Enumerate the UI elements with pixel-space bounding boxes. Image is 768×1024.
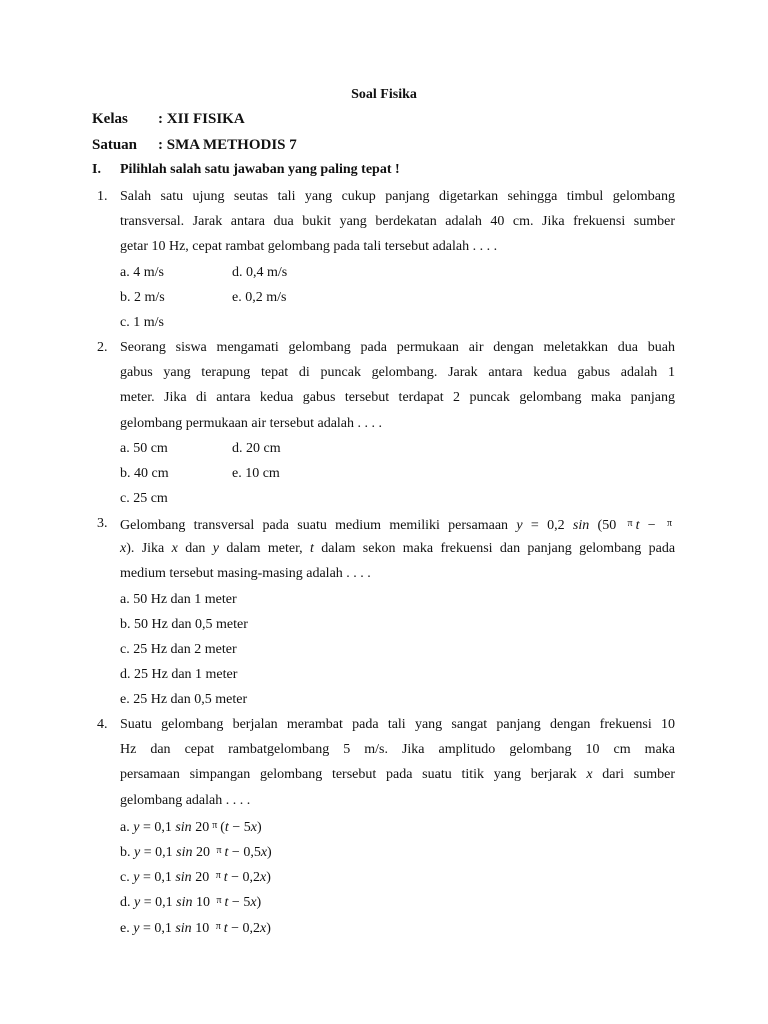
question-text: transversal. Jarak antara dua bukit yang berdekatan adalah 40 cm. Jika frekuensi sumber <box>120 214 675 230</box>
math-part: (50 <box>597 518 617 533</box>
math-sin: sin <box>175 819 192 835</box>
math-y: y <box>134 844 141 860</box>
question-line <box>97 712 675 737</box>
question-text <box>120 511 675 538</box>
math-t: t <box>310 541 314 557</box>
math-y: y <box>133 870 140 886</box>
math-coef: 20 <box>195 870 210 886</box>
answer-options <box>120 436 675 512</box>
option-a[interactable]: a. 50 Hz dan 1 meter <box>120 591 237 607</box>
pi-symbol: π <box>627 518 633 529</box>
option-a[interactable]: a. 4 m/s <box>120 264 164 280</box>
question-text-part: dari sumber <box>602 767 676 783</box>
math-part: ( <box>220 819 225 835</box>
math-x: x <box>250 895 257 911</box>
math-minus: − <box>647 518 656 533</box>
math-t: t <box>224 895 229 911</box>
math-sin: sin <box>176 844 193 860</box>
question-number: 2. <box>97 340 108 355</box>
question-text: gelombang permukaan air tersebut adalah . . . . <box>120 415 383 431</box>
pi-symbol: π <box>216 895 222 907</box>
answer-options <box>120 813 675 939</box>
option-d[interactable] <box>120 888 675 913</box>
section-instruction: Pilihlah salah satu jawaban yang paling tepat ! <box>120 162 400 177</box>
question-number: 4. <box>97 717 108 732</box>
question-line <box>97 737 675 762</box>
question-text: meter. Jika di antara kedua gabus tersebut terdapat 2 puncak gelombang maka panjang <box>120 390 675 406</box>
math-y: y <box>212 541 219 557</box>
satuan-value: : SMA METHODIS 7 <box>158 137 297 153</box>
section-number: I. <box>92 162 101 177</box>
math-y: y <box>133 819 140 835</box>
question-number: 3. <box>97 516 108 531</box>
question-3 <box>97 511 675 713</box>
math-x: x <box>260 844 268 860</box>
question-line <box>97 411 675 436</box>
question-text-part: persamaan simpangan gelombang tersebut pada suatu titik yang berjarak <box>120 767 577 783</box>
question-text <box>120 762 675 787</box>
option-b[interactable]: b. 40 cm <box>120 465 169 481</box>
math-x: x <box>586 767 593 783</box>
math-sin: sin <box>176 895 193 911</box>
math-part: − 5 <box>232 819 251 835</box>
option-e[interactable]: e. 10 cm <box>232 465 280 481</box>
kelas-label: Kelas <box>92 111 128 127</box>
option-b[interactable] <box>120 838 675 863</box>
question-line <box>97 335 675 360</box>
option-c[interactable]: c. 25 Hz dan 2 meter <box>120 641 237 657</box>
math-t: t <box>224 819 229 835</box>
question-text-part: ). Jika <box>126 541 165 557</box>
option-letter: a. <box>120 819 130 835</box>
math-coef: 10 <box>195 920 210 936</box>
question-2 <box>97 335 675 511</box>
pi-symbol: π <box>667 518 673 529</box>
question-line <box>97 561 675 586</box>
math-coef: 20 <box>195 819 210 835</box>
pi-symbol: π <box>215 920 221 932</box>
pi-symbol: π <box>212 819 218 831</box>
math-coef: 10 <box>195 895 210 911</box>
option-e[interactable]: e. 25 Hz dan 0,5 meter <box>120 692 248 708</box>
math-part: − 5 <box>231 895 251 911</box>
math-sin: sin <box>175 920 192 936</box>
question-text: medium tersebut masing-masing adalah . . . . <box>120 566 371 582</box>
math-part: = 0,1 <box>142 920 172 936</box>
question-line <box>97 385 675 410</box>
pi-symbol: π <box>216 844 222 856</box>
math-part: − 0,2 <box>231 870 261 886</box>
math-t: t <box>224 844 229 860</box>
question-text: getar 10 Hz, cepat rambat gelombang pada tali tersebut adalah . . . . <box>120 239 498 255</box>
option-d[interactable]: d. 20 cm <box>232 440 281 456</box>
option-b[interactable]: b. 2 m/s <box>120 289 165 305</box>
math-x: x <box>120 541 127 557</box>
option-d[interactable]: d. 0,4 m/s <box>232 264 288 280</box>
section-heading <box>92 162 400 178</box>
math-part: ) <box>266 870 271 886</box>
answer-options <box>120 260 675 336</box>
question-4 <box>97 712 675 939</box>
question-line <box>97 360 675 385</box>
question-line <box>97 511 675 536</box>
option-c[interactable]: c. 25 cm <box>120 491 168 507</box>
math-part: = 0,2 <box>530 518 565 533</box>
option-letter: e. <box>120 920 130 936</box>
math-coef: 20 <box>195 844 210 860</box>
math-part: = 0,1 <box>142 819 172 835</box>
page-title: Soal Fisika <box>351 87 417 102</box>
question-line <box>97 209 675 234</box>
option-b[interactable]: b. 50 Hz dan 0,5 meter <box>120 616 248 632</box>
math-t: t <box>635 518 640 533</box>
math-part: = 0,1 <box>143 844 173 860</box>
question-text-part: dalam meter, <box>226 541 303 557</box>
meta-satuan <box>92 137 297 154</box>
math-y: y <box>516 518 523 533</box>
math-sin: sin <box>572 518 590 533</box>
math-x: x <box>171 541 178 557</box>
math-part: − 0,5 <box>231 844 261 860</box>
option-e[interactable] <box>120 914 675 939</box>
satuan-label: Satuan <box>92 137 138 153</box>
math-part: = 0,1 <box>143 895 173 911</box>
math-x: x <box>250 819 257 835</box>
option-e[interactable]: e. 0,2 m/s <box>232 289 287 305</box>
option-letter: c. <box>120 870 130 886</box>
option-letter: b. <box>120 844 131 860</box>
pi-symbol: π <box>215 870 221 882</box>
math-part: − 0,2 <box>231 920 261 936</box>
question-number: 1. <box>97 189 108 204</box>
math-sin: sin <box>175 870 192 886</box>
question-line <box>97 184 675 209</box>
math-part: ) <box>267 844 272 860</box>
option-c[interactable]: c. 1 m/s <box>120 314 164 330</box>
math-y: y <box>134 895 141 911</box>
option-a[interactable]: a. 50 cm <box>120 440 168 456</box>
question-text: gabus yang terapung tepat di puncak gelombang. Jarak antara kedua gabus adalah 1 <box>120 365 675 381</box>
question-text: gelombang adalah . . . . <box>120 792 251 808</box>
question-text <box>120 536 675 561</box>
math-t: t <box>223 870 228 886</box>
question-text-part: dalam sekon maka frekuensi dan panjang gelombang pada <box>321 541 676 557</box>
math-x: x <box>260 920 267 936</box>
question-text-part: dan <box>185 541 206 557</box>
answer-options <box>120 587 675 713</box>
math-part: = 0,1 <box>142 870 172 886</box>
math-part: ) <box>266 920 271 936</box>
question-line <box>97 788 675 813</box>
question-line <box>97 234 675 259</box>
option-d[interactable]: d. 25 Hz dan 1 meter <box>120 667 238 683</box>
option-c[interactable] <box>120 863 675 888</box>
question-text: Salah satu ujung seutas tali yang cukup panjang digetarkan sehingga timbul gelombang <box>120 189 675 204</box>
math-part: ) <box>256 819 262 835</box>
question-text-part: Gelombang transversal pada suatu medium memiliki persamaan <box>120 518 509 533</box>
question-text: Seorang siswa mengamati gelombang pada permukaan air dengan meletakkan dua buah <box>120 340 675 355</box>
option-letter: d. <box>120 895 131 911</box>
math-x: x <box>260 870 267 886</box>
question-line <box>97 536 675 561</box>
meta-kelas <box>92 111 245 128</box>
question-text: Suatu gelombang berjalan merambat pada tali yang sangat panjang dengan frekuensi 10 <box>120 717 675 732</box>
kelas-value: : XII FISIKA <box>158 111 245 127</box>
math-part: ) <box>256 895 262 911</box>
question-line <box>97 762 675 787</box>
question-text: Hz dan cepat rambatgelombang 5 m/s. Jika amplitudo gelombang 10 cm maka <box>120 742 675 758</box>
option-a[interactable] <box>120 813 675 838</box>
question-1 <box>97 184 675 335</box>
math-t: t <box>223 920 228 936</box>
math-y: y <box>133 920 140 936</box>
